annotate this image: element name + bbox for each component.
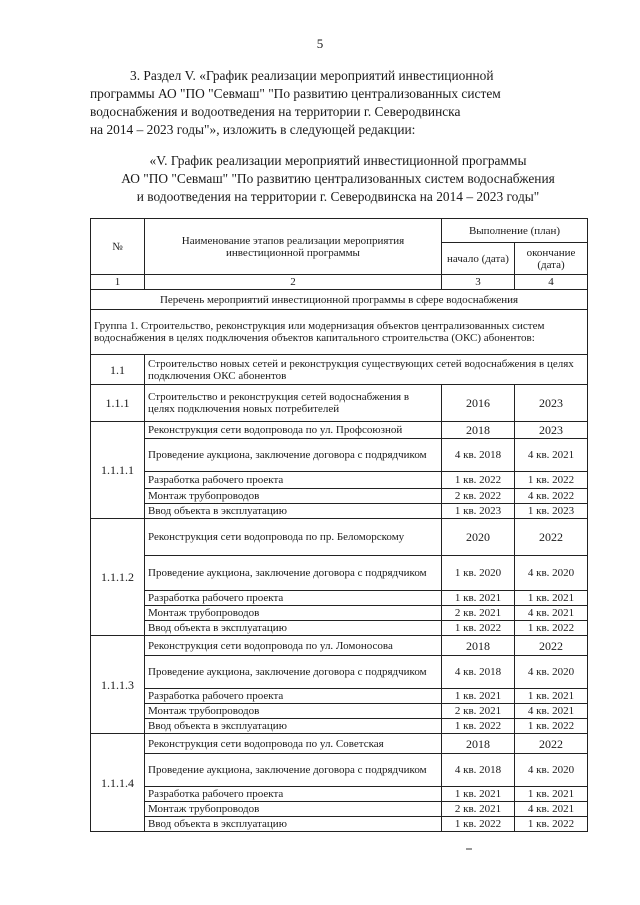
heading-line: «V. График реализации мероприятий инвестиционной программы [149, 153, 527, 168]
intro-line: программы АО "ПО "Севмаш" "По развитию централизованных систем [90, 86, 501, 101]
start-date: 2 кв. 2021 [442, 606, 515, 621]
stage-name: Проведение аукциона, заключение договора с подрядчиком [145, 439, 442, 472]
col-number-cell: 4 [515, 275, 588, 290]
header-name: Наименование этапов реализации мероприятия инвестиционной программы [145, 219, 442, 275]
heading-line: АО "ПО "Севмаш" "По развитию централизованных систем водоснабжения [121, 171, 555, 186]
group-row: Группа 1. Строительство, реконструкция или модернизация объектов централизованных систем водоснабжения в целях подключения объектов капитального строительства (ОКС) абонентов: [91, 310, 588, 355]
end-date: 1 кв. 2022 [515, 817, 588, 832]
stage-row [91, 704, 588, 719]
stage-row [91, 689, 588, 704]
item-start-date: 2016 [442, 385, 515, 422]
start-date: 2018 [442, 734, 515, 754]
header-num: № [91, 219, 145, 275]
start-date: 2020 [442, 519, 515, 556]
stage-name: Ввод объекта в эксплуатацию [145, 504, 442, 519]
object-name: Реконструкция сети водопровода по ул. Профсоюзной [145, 422, 442, 439]
subitem-number: 1.1.1.3 [91, 636, 145, 734]
item-number: 1.1.1 [91, 385, 145, 422]
stage-row [91, 504, 588, 519]
object-row [91, 636, 588, 656]
stage-row [91, 606, 588, 621]
stage-name: Проведение аукциона, заключение договора с подрядчиком [145, 754, 442, 787]
header-end: окончание (дата) [515, 243, 588, 275]
end-date: 1 кв. 2022 [515, 621, 588, 636]
start-date: 1 кв. 2021 [442, 591, 515, 606]
start-date: 1 кв. 2023 [442, 504, 515, 519]
start-date: 1 кв. 2022 [442, 817, 515, 832]
start-date: 2 кв. 2021 [442, 704, 515, 719]
subitem-number: 1.1.1.4 [91, 734, 145, 832]
object-name: Реконструкция сети водопровода по ул. Ломоносова [145, 636, 442, 656]
object-row [91, 519, 588, 556]
stage-name: Монтаж трубопроводов [145, 802, 442, 817]
stage-row [91, 817, 588, 832]
intro-line: на 2014 – 2023 годы"», изложить в следующей редакции: [90, 122, 416, 137]
start-date: 4 кв. 2018 [442, 754, 515, 787]
end-date: 4 кв. 2020 [515, 556, 588, 591]
stage-row [91, 489, 588, 504]
intro-paragraph [90, 67, 586, 139]
start-date: 1 кв. 2022 [442, 621, 515, 636]
end-date: 4 кв. 2022 [515, 489, 588, 504]
scan-mark [466, 848, 472, 850]
end-date: 1 кв. 2023 [515, 504, 588, 519]
stage-name: Проведение аукциона, заключение договора с подрядчиком [145, 556, 442, 591]
header-start: начало (дата) [442, 243, 515, 275]
col-number-cell: 2 [145, 275, 442, 290]
header-execution: Выполнение (план) [442, 219, 588, 243]
start-date: 1 кв. 2022 [442, 472, 515, 489]
schedule-table [90, 218, 588, 832]
stage-name: Монтаж трубопроводов [145, 704, 442, 719]
item-name: Строительство и реконструкция сетей водоснабжения в целях подключения новых потребителей [145, 385, 442, 422]
stage-name: Разработка рабочего проекта [145, 472, 442, 489]
object-row [91, 734, 588, 754]
stage-row [91, 472, 588, 489]
end-date: 2022 [515, 636, 588, 656]
stage-row [91, 591, 588, 606]
end-date: 4 кв. 2020 [515, 656, 588, 689]
start-date: 1 кв. 2021 [442, 787, 515, 802]
stage-name: Монтаж трубопроводов [145, 606, 442, 621]
object-row [91, 422, 588, 439]
heading-line: и водоотведения на территории г. Северодвинска на 2014 – 2023 годы" [136, 189, 540, 204]
start-date: 2 кв. 2022 [442, 489, 515, 504]
end-date: 4 кв. 2020 [515, 754, 588, 787]
subitem-number: 1.1.1.1 [91, 422, 145, 519]
section-row: Перечень мероприятий инвестиционной программы в сфере водоснабжения [91, 290, 588, 310]
stage-row [91, 439, 588, 472]
stage-name: Ввод объекта в эксплуатацию [145, 621, 442, 636]
item-number: 1.1 [91, 355, 145, 385]
item-name: Строительство новых сетей и реконструкция существующих сетей водоснабжения в целях подключения ОКС абонентов [145, 355, 588, 385]
stage-name: Ввод объекта в эксплуатацию [145, 817, 442, 832]
start-date: 2 кв. 2021 [442, 802, 515, 817]
col-number-cell: 3 [442, 275, 515, 290]
end-date: 4 кв. 2021 [515, 704, 588, 719]
end-date: 2023 [515, 422, 588, 439]
intro-line: водоснабжения и водоотведения на территории г. Северодвинска [90, 104, 461, 119]
stage-row [91, 787, 588, 802]
stage-name: Разработка рабочего проекта [145, 591, 442, 606]
start-date: 1 кв. 2022 [442, 719, 515, 734]
item-end-date: 2023 [515, 385, 588, 422]
stage-row [91, 656, 588, 689]
end-date: 1 кв. 2022 [515, 719, 588, 734]
page-number: 5 [316, 36, 324, 51]
end-date: 1 кв. 2021 [515, 689, 588, 704]
start-date: 4 кв. 2018 [442, 656, 515, 689]
section-heading [90, 152, 586, 206]
stage-name: Разработка рабочего проекта [145, 689, 442, 704]
intro-line: 3. Раздел V. «График реализации мероприятий инвестиционной [130, 68, 494, 83]
stage-name: Ввод объекта в эксплуатацию [145, 719, 442, 734]
stage-row [91, 802, 588, 817]
stage-row [91, 621, 588, 636]
stage-row [91, 754, 588, 787]
end-date: 4 кв. 2021 [515, 606, 588, 621]
end-date: 2022 [515, 734, 588, 754]
start-date: 2018 [442, 636, 515, 656]
stage-name: Разработка рабочего проекта [145, 787, 442, 802]
end-date: 1 кв. 2021 [515, 591, 588, 606]
end-date: 1 кв. 2022 [515, 472, 588, 489]
stage-name: Монтаж трубопроводов [145, 489, 442, 504]
subitem-number: 1.1.1.2 [91, 519, 145, 636]
start-date: 1 кв. 2020 [442, 556, 515, 591]
object-name: Реконструкция сети водопровода по ул. Советская [145, 734, 442, 754]
stage-row [91, 556, 588, 591]
start-date: 2018 [442, 422, 515, 439]
start-date: 4 кв. 2018 [442, 439, 515, 472]
stage-name: Проведение аукциона, заключение договора с подрядчиком [145, 656, 442, 689]
end-date: 4 кв. 2021 [515, 802, 588, 817]
col-number-cell: 1 [91, 275, 145, 290]
stage-row [91, 719, 588, 734]
end-date: 4 кв. 2021 [515, 439, 588, 472]
end-date: 2022 [515, 519, 588, 556]
object-name: Реконструкция сети водопровода по пр. Беломорскому [145, 519, 442, 556]
start-date: 1 кв. 2021 [442, 689, 515, 704]
end-date: 1 кв. 2021 [515, 787, 588, 802]
